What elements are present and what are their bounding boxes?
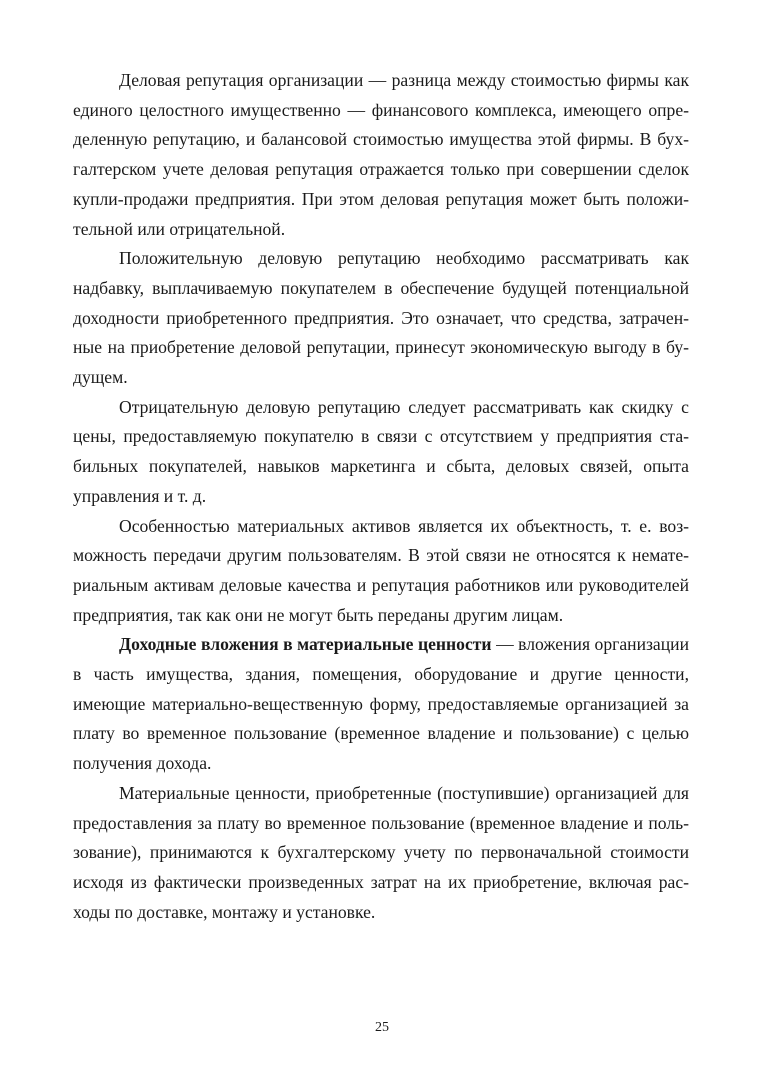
paragraph-material-values <box>73 779 689 928</box>
paragraph-income-investments <box>73 630 689 779</box>
paragraph-text: Материальные ценности, приобретенные (поступившие) организацией для предоставления за плату во временное пользование (временное владение и пользование), принимаются к бухгалтерскому учету по первоначальной стоимости исходя из фактически произведенных затрат на их приобретение, включая расходы по доставке, монтажу и установке. <box>73 782 689 922</box>
paragraph-tangible-assets <box>73 512 689 631</box>
paragraph-text: Положительную деловую репутацию необходимо рассматривать как надбавку, выплачиваемую покупателем в обеспечение будущей потенциальной доходности приобретенного предприятия. Это означает, что средства, затраченные на приобретение деловой репутации, принесут экономическую выгоду в будущем. <box>73 248 689 388</box>
paragraph-goodwill-definition <box>73 66 689 244</box>
bold-term: Доходные вложения в материальные ценности <box>119 634 492 655</box>
paragraph-negative-goodwill <box>73 393 689 512</box>
body-text <box>73 66 689 927</box>
paragraph-text: Отрицательную деловую репутацию следует рассматривать как скидку с цены, предоставляемую покупателю в связи с отсутствием у предприятия стабильных покупателей, навыков маркетинга и сбыта, деловых связей, опыта управления и т. д. <box>73 396 689 506</box>
page-number: 25 <box>375 1020 389 1035</box>
paragraph-positive-goodwill <box>73 244 689 393</box>
paragraph-text: Деловая репутация организации — разница между стоимостью фирмы как единого целостного имущественно — финансового комплекса, имеющего определенную репутацию, и балансовой стоимостью имущества этой фирмы. В бухгалтерском учете деловая репутация отражается только при совершении сделок купли-продажи предприятия. При этом деловая репутация может быть положительной или отрицательной. <box>73 70 689 239</box>
paragraph-text: Особенностью материальных активов является их объектность, т. е. возможность передачи другим пользователям. В этой связи не относятся к нематериальным активам деловые качества и репутация работников или руководителей предприятия, так как они не могут быть переданы другим лицам. <box>73 515 689 625</box>
paragraph-text: — вложения организации в часть имущества, здания, помещения, оборудование и другие ценности, имеющие материально-вещественную форму, предоставляемые организацией за плату во временное пользование (временное владение и пользование) с целью получения дохода. <box>73 634 689 774</box>
